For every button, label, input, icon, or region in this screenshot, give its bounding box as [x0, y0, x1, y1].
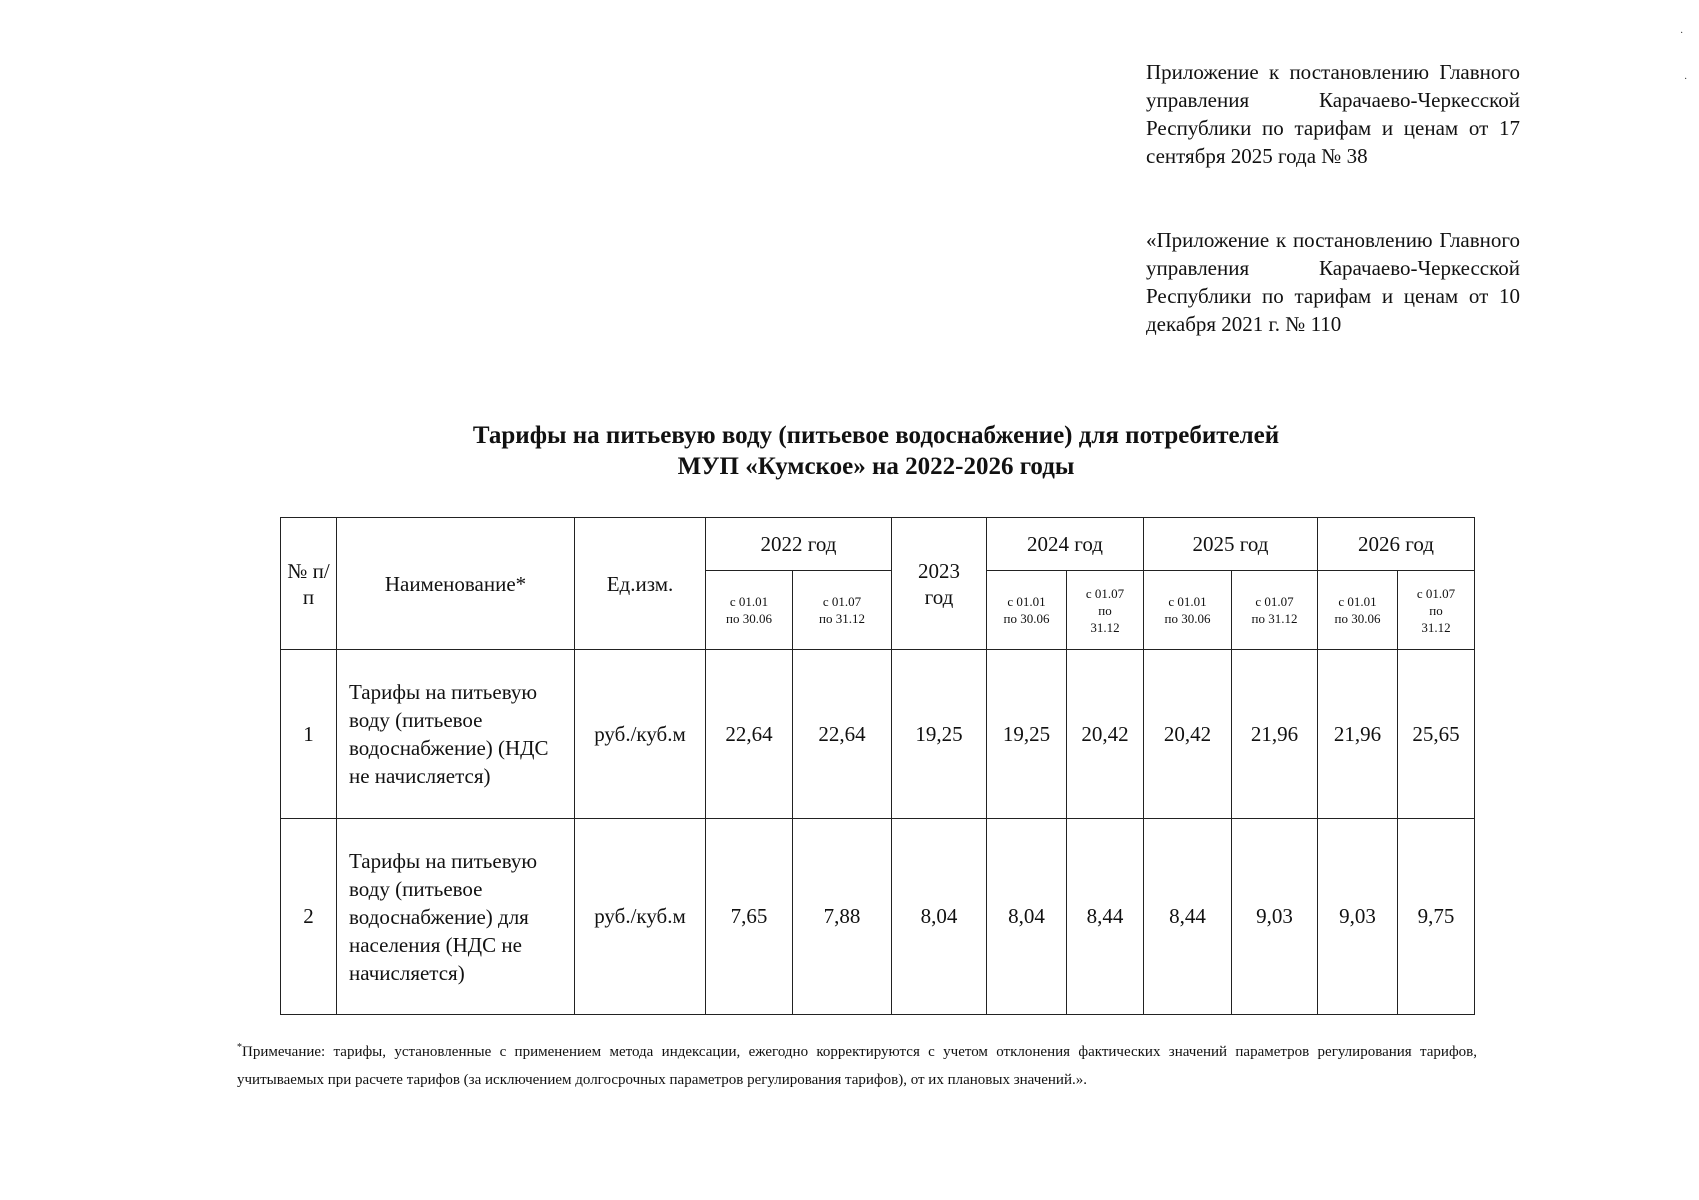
header-number: № п/п: [281, 518, 337, 650]
scan-speck: ·: [1684, 74, 1688, 85]
footnote-marker: *: [237, 1042, 242, 1053]
tariff-value: 21,96: [1318, 650, 1398, 819]
header-2025-period-1: [1144, 571, 1232, 650]
tariffs-table: [280, 517, 1475, 1015]
appendix-reference-current: Приложение к постановлению Главного управления Карачаево-Черкесской Республики по тарифам и ценам от 17 сентября 2025 года № 38: [1146, 60, 1520, 168]
row-number: 1: [281, 650, 337, 819]
tariff-value: 9,75: [1398, 819, 1475, 1015]
title-line-1: Тарифы на питьевую воду (питьевое водоснабжение) для потребителей: [472, 422, 1280, 449]
header-2024-period-2: [1067, 571, 1144, 650]
tariff-value: 8,04: [892, 819, 987, 1015]
period-line: по 30.06: [726, 611, 772, 626]
header-year-2024: 2024 год: [987, 518, 1144, 571]
period-line: с 01.01: [1007, 594, 1046, 609]
header-year-2023: 2023 год: [892, 518, 987, 650]
header-2026-period-1: [1318, 571, 1398, 650]
header-year-2025: 2025 год: [1144, 518, 1318, 571]
row-unit: руб./куб.м: [575, 650, 706, 819]
period-line: по 31.12: [1251, 611, 1298, 626]
footnote-text: Примечание: тарифы, установленные с применением метода индексации, ежегодно корректируются с учетом отклонения фактических значений параметров регулирования тарифов, учитываемых при расчете тарифов (за исключением долгосрочных параметров регулирования тарифов), от их плановых значений.».: [237, 1044, 1477, 1088]
header-name: Наименование*: [337, 518, 575, 650]
row-number: 2: [281, 819, 337, 1015]
document-title: [300, 420, 1452, 482]
tariff-value: 7,88: [793, 819, 892, 1015]
header-2025-period-2: [1232, 571, 1318, 650]
tariff-value: 8,04: [987, 819, 1067, 1015]
header-year-2022: 2022 год: [706, 518, 892, 571]
table-row: [281, 819, 1475, 1015]
tariff-value: 21,96: [1232, 650, 1318, 819]
tariff-value: 9,03: [1318, 819, 1398, 1015]
tariff-value: 8,44: [1144, 819, 1232, 1015]
header-year-2026: 2026 год: [1318, 518, 1475, 571]
row-name: Тарифы на питьевую воду (питьевое водоснабжение) для населения (НДС не начисляется): [337, 819, 575, 1015]
appendix-reference-original: «Приложение к постановлению Главного управления Карачаево-Черкесской Республики по тарифам и ценам от 10 декабря 2021 г. № 110: [1146, 228, 1520, 336]
tariff-value: 8,44: [1067, 819, 1144, 1015]
tariff-value: 20,42: [1144, 650, 1232, 819]
tariff-value: 22,64: [706, 650, 793, 819]
table-row: [281, 650, 1475, 819]
period-line: с 01.01: [729, 594, 769, 609]
period-line: с 01.07: [1085, 585, 1125, 601]
period-line: 31.12: [1090, 619, 1120, 635]
period-line: с 01.07: [822, 594, 862, 609]
header-2024-period-1: [987, 571, 1067, 650]
period-line: по 30.06: [1334, 611, 1381, 626]
period-line: по: [1429, 602, 1443, 618]
tariff-value: 9,03: [1232, 819, 1318, 1015]
row-name: Тарифы на питьевую воду (питьевое водоснабжение) (НДС не начисляется): [337, 650, 575, 819]
header-2022-period-1: [706, 571, 793, 650]
header-2026-period-2: [1398, 571, 1475, 650]
tariff-value: 20,42: [1067, 650, 1144, 819]
header-2022-period-2: [793, 571, 892, 650]
period-line: по: [1098, 602, 1112, 618]
header-row-years: [281, 518, 1475, 571]
period-line: 31.12: [1421, 619, 1451, 635]
tariff-value: 22,64: [793, 650, 892, 819]
period-line: с 01.07: [1416, 585, 1456, 601]
tariff-value: 7,65: [706, 819, 793, 1015]
tariff-value: 19,25: [987, 650, 1067, 819]
period-line: с 01.01: [1338, 594, 1377, 609]
period-line: по 31.12: [819, 611, 865, 626]
tariff-value: 19,25: [892, 650, 987, 819]
period-line: с 01.07: [1255, 594, 1294, 609]
title-line-2: МУП «Кумское» на 2022-2026 годы: [677, 453, 1075, 480]
header-unit: Ед.изм.: [575, 518, 706, 650]
footnote: [237, 1034, 1477, 1094]
row-unit: руб./куб.м: [575, 819, 706, 1015]
period-line: по 30.06: [1164, 611, 1211, 626]
period-line: по 30.06: [1003, 611, 1050, 626]
period-line: с 01.01: [1168, 594, 1207, 609]
tariff-value: 25,65: [1398, 650, 1475, 819]
scan-speck: ·: [1680, 28, 1684, 39]
